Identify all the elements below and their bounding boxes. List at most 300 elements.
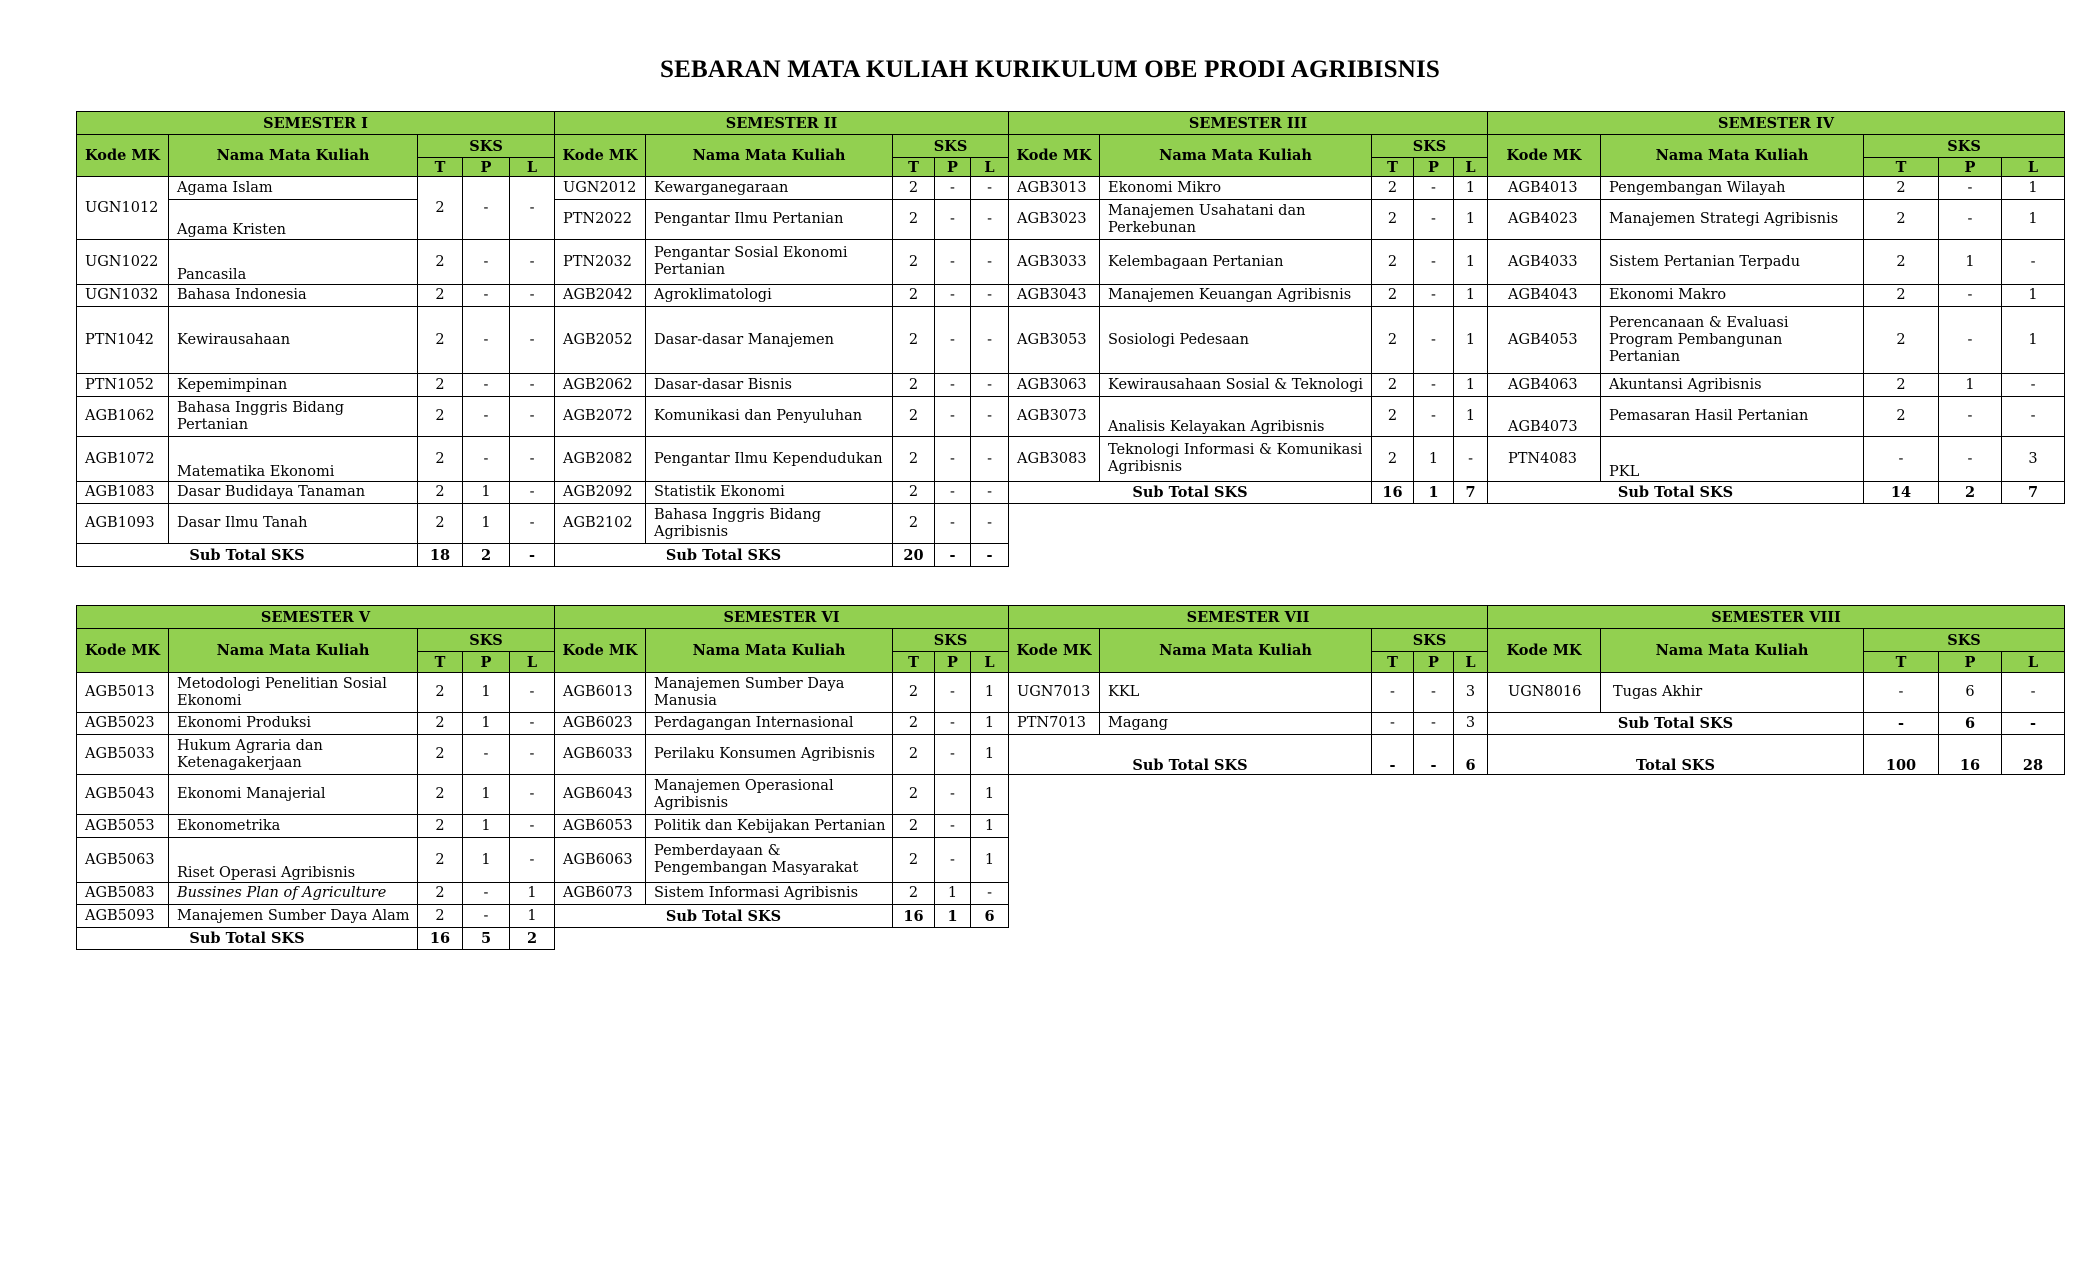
course-code: AGB5083 [77,883,169,905]
table-row [555,504,1009,544]
semester-4-table [1487,111,2065,504]
sks-p: - [1939,285,2002,307]
sks-p: - [1414,200,1454,240]
table-row [1488,307,2065,374]
sks-t: 2 [418,240,463,285]
sks-l: 1 [1454,307,1488,374]
sks-l: 1 [971,735,1009,775]
course-name: Manajemen Strategi Agribisnis [1601,200,1864,240]
sks-p: - [1414,177,1454,200]
sks-t: 2 [893,735,935,775]
sks-t: 2 [418,713,463,735]
course-name: Kewirausahaan Sosial & Teknologi [1100,374,1372,397]
course-code: AGB2102 [555,504,646,544]
subtotal-row [1009,482,1488,504]
course-code: AGB5063 [77,838,169,883]
subtotal-t: - [1864,713,1939,735]
t-header: T [893,158,935,177]
sks-p: 1 [1414,437,1454,482]
course-code: AGB5093 [77,905,169,928]
table-row [555,735,1009,775]
sks-l: 1 [2002,200,2065,240]
sks-t: - [1372,673,1414,713]
table-row [555,883,1009,905]
table-row [1488,285,2065,307]
sks-t: 2 [893,673,935,713]
semester-title: SEMESTER I [77,112,555,135]
semester-7-table [1008,605,1488,775]
t-header: T [418,652,463,673]
course-code: PTN1042 [77,307,169,374]
sks-p: - [1939,200,2002,240]
course-name: Ekonomi Makro [1601,285,1864,307]
course-code: UGN8016 [1488,673,1601,713]
total-label: Total SKS [1488,735,1864,775]
sks-p: 1 [463,673,510,713]
course-code: AGB4043 [1488,285,1601,307]
course-code: AGB3073 [1009,397,1100,437]
nama-mk-header: Nama Mata Kuliah [1601,135,1864,177]
table-row [555,177,1009,200]
sks-t: 2 [893,240,935,285]
sks-l: 1 [1454,200,1488,240]
sks-l: 1 [510,905,555,928]
sks-p: 1 [1939,374,2002,397]
table-row [1009,285,1488,307]
sks-l: - [510,482,555,504]
sks-l: - [510,775,555,815]
semester-title: SEMESTER III [1009,112,1488,135]
sks-l: - [971,883,1009,905]
sks-t: 2 [1864,177,1939,200]
sks-p: - [463,240,510,285]
l-header: L [971,158,1009,177]
t-header: T [1864,158,1939,177]
sks-header: SKS [1372,629,1488,652]
course-code: AGB5013 [77,673,169,713]
sks-t: 2 [418,374,463,397]
sks-p: 1 [463,838,510,883]
nama-mk-header: Nama Mata Kuliah [169,135,418,177]
sks-p: - [1939,397,2002,437]
sks-l: 1 [971,713,1009,735]
subtotal-p: 6 [1939,713,2002,735]
nama-mk-header: Nama Mata Kuliah [1100,629,1372,673]
semester-8-table [1487,605,2065,775]
sks-l: - [510,240,555,285]
sks-t: - [1864,437,1939,482]
table-row [77,838,555,883]
sks-t: 2 [1864,374,1939,397]
course-code: AGB3023 [1009,200,1100,240]
subtotal-row [555,905,1009,928]
subtotal-label: Sub Total SKS [1009,735,1372,775]
course-code: AGB4013 [1488,177,1601,200]
l-header: L [2002,652,2065,673]
table-row [1009,397,1488,437]
sks-p: - [935,775,971,815]
course-code: UGN1032 [77,285,169,307]
course-code: AGB1083 [77,482,169,504]
course-code: AGB6013 [555,673,646,713]
subtotal-label: Sub Total SKS [77,544,418,567]
table-row [555,482,1009,504]
subtotal-label: Sub Total SKS [555,905,893,928]
sks-t: - [1372,713,1414,735]
nama-mk-header: Nama Mata Kuliah [1601,629,1864,673]
subtotal-row [77,544,555,567]
sks-l: 1 [2002,285,2065,307]
subtotal-row [1488,713,2065,735]
course-name: Ekonomi Manajerial [169,775,418,815]
sks-p: - [1939,307,2002,374]
table-row [1488,240,2065,285]
sks-t: 2 [418,775,463,815]
course-name: KKL [1100,673,1372,713]
sks-l: - [971,374,1009,397]
table-row [77,673,555,713]
p-header: P [1939,652,2002,673]
sks-t: 2 [418,177,463,240]
course-name: Manajemen Operasional Agribisnis [646,775,893,815]
table-row [77,240,555,285]
sks-t: 2 [1372,374,1414,397]
table-row [1009,177,1488,200]
sks-l: 1 [1454,285,1488,307]
subtotal-t: 16 [418,928,463,950]
table-row [555,397,1009,437]
table-row [1488,673,2065,713]
sks-l: - [971,482,1009,504]
course-code: AGB4023 [1488,200,1601,240]
sks-t: 2 [1864,285,1939,307]
course-name: Analisis Kelayakan Agribisnis [1100,397,1372,437]
sks-header: SKS [1864,135,2065,158]
sks-t: 2 [893,285,935,307]
course-name: Perdagangan Internasional [646,713,893,735]
nama-mk-header: Nama Mata Kuliah [1100,135,1372,177]
sks-p: - [935,437,971,482]
sks-t: - [1864,673,1939,713]
subtotal-l: 2 [510,928,555,950]
course-name: Sosiologi Pedesaan [1100,307,1372,374]
course-name: Bahasa Indonesia [169,285,418,307]
course-code: AGB2052 [555,307,646,374]
kode-mk-header: Kode MK [77,629,169,673]
subtotal-t: 18 [418,544,463,567]
course-name: Bahasa Inggris Bidang Agribisnis [646,504,893,544]
sks-t: 2 [1864,307,1939,374]
sks-t: 2 [1864,240,1939,285]
l-header: L [1454,158,1488,177]
sks-p: 1 [463,775,510,815]
subtotal-p: 1 [935,905,971,928]
sks-p: - [463,307,510,374]
table-row [77,775,555,815]
sks-p: - [935,240,971,285]
course-name: Sistem Informasi Agribisnis [646,883,893,905]
course-code: PTN1052 [77,374,169,397]
subtotal-t: 20 [893,544,935,567]
course-code: AGB2092 [555,482,646,504]
course-name: Pancasila [169,240,418,285]
course-name: Pemberdayaan & Pengembangan Masyarakat [646,838,893,883]
course-name: Agroklimatologi [646,285,893,307]
course-code: AGB2062 [555,374,646,397]
sks-p: - [463,177,510,240]
subtotal-t: - [1372,735,1414,775]
course-code: AGB2082 [555,437,646,482]
table-row [555,374,1009,397]
sks-t: 2 [418,285,463,307]
sks-p: - [935,307,971,374]
course-name: Bahasa Inggris Bidang Pertanian [169,397,418,437]
sks-l: - [971,307,1009,374]
course-code: AGB6023 [555,713,646,735]
semester-3-table [1008,111,1488,504]
sks-t: 2 [893,775,935,815]
course-name: Komunikasi dan Penyuluhan [646,397,893,437]
sks-p: 1 [463,815,510,838]
course-name: Dasar-dasar Manajemen [646,307,893,374]
sks-t: 2 [418,307,463,374]
sks-l: 1 [971,815,1009,838]
sks-p: - [463,437,510,482]
sks-l: - [2002,673,2065,713]
semester-title: SEMESTER VI [555,606,1009,629]
sks-l: 1 [510,883,555,905]
subtotal-l: - [2002,713,2065,735]
course-name: Manajemen Keuangan Agribisnis [1100,285,1372,307]
sks-header: SKS [1864,629,2065,652]
l-header: L [971,652,1009,673]
course-name: Kelembagaan Pertanian [1100,240,1372,285]
sks-l: - [510,437,555,482]
l-header: L [510,652,555,673]
sks-l: - [510,673,555,713]
sks-header: SKS [418,135,555,158]
sks-l: - [510,374,555,397]
nama-mk-header: Nama Mata Kuliah [169,629,418,673]
sks-t: 2 [418,397,463,437]
sks-p: - [1939,177,2002,200]
table-row [1009,713,1488,735]
course-code: AGB6053 [555,815,646,838]
sks-t: 2 [1372,285,1414,307]
sks-l: - [971,504,1009,544]
table-row [555,200,1009,240]
table-row [555,437,1009,482]
sks-p: - [463,735,510,775]
sks-t: 2 [893,200,935,240]
sks-p: - [935,200,971,240]
course-name: Politik dan Kebijakan Pertanian [646,815,893,838]
p-header: P [1414,158,1454,177]
sks-l: 1 [1454,397,1488,437]
sks-t: 2 [1372,397,1414,437]
subtotal-l: - [510,544,555,567]
subtotal-p: 2 [1939,482,2002,504]
page-title: SEBARAN MATA KULIAH KURIKULUM OBE PRODI AGRIBISNIS [659,56,1441,83]
subtotal-l: 6 [971,905,1009,928]
course-code: UGN7013 [1009,673,1100,713]
sks-l: 3 [1454,673,1488,713]
course-code: AGB3043 [1009,285,1100,307]
sks-l: - [2002,397,2065,437]
sks-t: 2 [893,374,935,397]
sks-l: 1 [2002,307,2065,374]
sks-t: 2 [1372,240,1414,285]
semester-5-table [76,605,555,950]
p-header: P [1939,158,2002,177]
sks-header: SKS [893,629,1009,652]
sks-t: 2 [893,397,935,437]
table-row [555,673,1009,713]
semester-6-table [554,605,1009,928]
course-code: AGB2042 [555,285,646,307]
course-code: AGB5043 [77,775,169,815]
subtotal-label: Sub Total SKS [1488,713,1864,735]
course-name: Pengantar Sosial Ekonomi Pertanian [646,240,893,285]
semester-title: SEMESTER II [555,112,1009,135]
sks-p: - [463,374,510,397]
table-row [77,374,555,397]
sks-t: 2 [1864,200,1939,240]
course-code: AGB5053 [77,815,169,838]
sks-l: - [971,240,1009,285]
course-code: PTN4083 [1488,437,1601,482]
sks-t: 2 [893,482,935,504]
subtotal-label: Sub Total SKS [555,544,893,567]
table-row [77,735,555,775]
sks-p: - [935,735,971,775]
course-code: AGB2072 [555,397,646,437]
sks-l: - [510,815,555,838]
course-name: Akuntansi Agribisnis [1601,374,1864,397]
subtotal-row [1488,482,2065,504]
table-row [77,883,555,905]
subtotal-t: 14 [1864,482,1939,504]
sks-header: SKS [1372,135,1488,158]
course-code: AGB3013 [1009,177,1100,200]
sks-t: 2 [893,713,935,735]
sks-l: - [1454,437,1488,482]
sks-p: - [935,177,971,200]
sks-t: 2 [418,673,463,713]
table-row [1009,374,1488,397]
t-header: T [1372,652,1414,673]
course-name: Bussines Plan of Agriculture [169,883,418,905]
t-header: T [418,158,463,177]
table-row [77,177,555,200]
sks-p: 1 [1939,240,2002,285]
table-row [1488,437,2065,482]
table-row [1009,673,1488,713]
sks-l: - [510,504,555,544]
sks-p: 1 [935,883,971,905]
sks-p: 1 [463,713,510,735]
sks-t: 2 [893,815,935,838]
course-name: Kepemimpinan [169,374,418,397]
course-code: UGN1022 [77,240,169,285]
course-code: AGB4073 [1488,397,1601,437]
table-row [77,482,555,504]
kode-mk-header: Kode MK [555,135,646,177]
course-code: AGB3063 [1009,374,1100,397]
sks-p: - [935,713,971,735]
table-row [1488,177,2065,200]
table-row [1488,374,2065,397]
kode-mk-header: Kode MK [555,629,646,673]
l-header: L [1454,652,1488,673]
table-row [555,815,1009,838]
p-header: P [463,652,510,673]
subtotal-row [555,544,1009,567]
sks-l: - [971,397,1009,437]
p-header: P [935,652,971,673]
table-row [77,285,555,307]
sks-p: - [935,815,971,838]
nama-mk-header: Nama Mata Kuliah [646,135,893,177]
kode-mk-header: Kode MK [1009,629,1100,673]
course-code: AGB4033 [1488,240,1601,285]
sks-p: - [1414,673,1454,713]
sks-t: 2 [418,482,463,504]
course-code: AGB3033 [1009,240,1100,285]
table-row [555,713,1009,735]
sks-t: 2 [893,883,935,905]
sks-l: - [510,838,555,883]
sks-l: - [510,307,555,374]
sks-l: 1 [971,673,1009,713]
course-code: AGB1093 [77,504,169,544]
sks-p: - [935,504,971,544]
subtotal-label: Sub Total SKS [77,928,418,950]
course-name: Kewirausahaan [169,307,418,374]
kode-mk-header: Kode MK [1488,135,1601,177]
sks-p: - [935,374,971,397]
course-name: Pengantar Ilmu Kependudukan [646,437,893,482]
subtotal-p: 5 [463,928,510,950]
course-code: AGB1072 [77,437,169,482]
sks-t: 2 [418,735,463,775]
table-row [555,285,1009,307]
course-name: Riset Operasi Agribisnis [169,838,418,883]
sks-p: - [1414,374,1454,397]
course-name: Pengembangan Wilayah [1601,177,1864,200]
table-row [77,307,555,374]
subtotal-row [77,928,555,950]
course-name: Manajemen Sumber Daya Manusia [646,673,893,713]
course-code: AGB6033 [555,735,646,775]
table-row [1488,397,2065,437]
course-name: Dasar Ilmu Tanah [169,504,418,544]
sks-p: 6 [1939,673,2002,713]
table-row [77,905,555,928]
total-t: 100 [1864,735,1939,775]
course-name: Manajemen Sumber Daya Alam [169,905,418,928]
course-name: Teknologi Informasi & Komunikasi Agribisnis [1100,437,1372,482]
sks-p: - [1939,437,2002,482]
semester-1-table [76,111,555,567]
l-header: L [510,158,555,177]
table-row [77,713,555,735]
subtotal-label: Sub Total SKS [1009,482,1372,504]
sks-l: - [510,397,555,437]
subtotal-t: 16 [1372,482,1414,504]
course-code: UGN2012 [555,177,646,200]
subtotal-l: 7 [1454,482,1488,504]
